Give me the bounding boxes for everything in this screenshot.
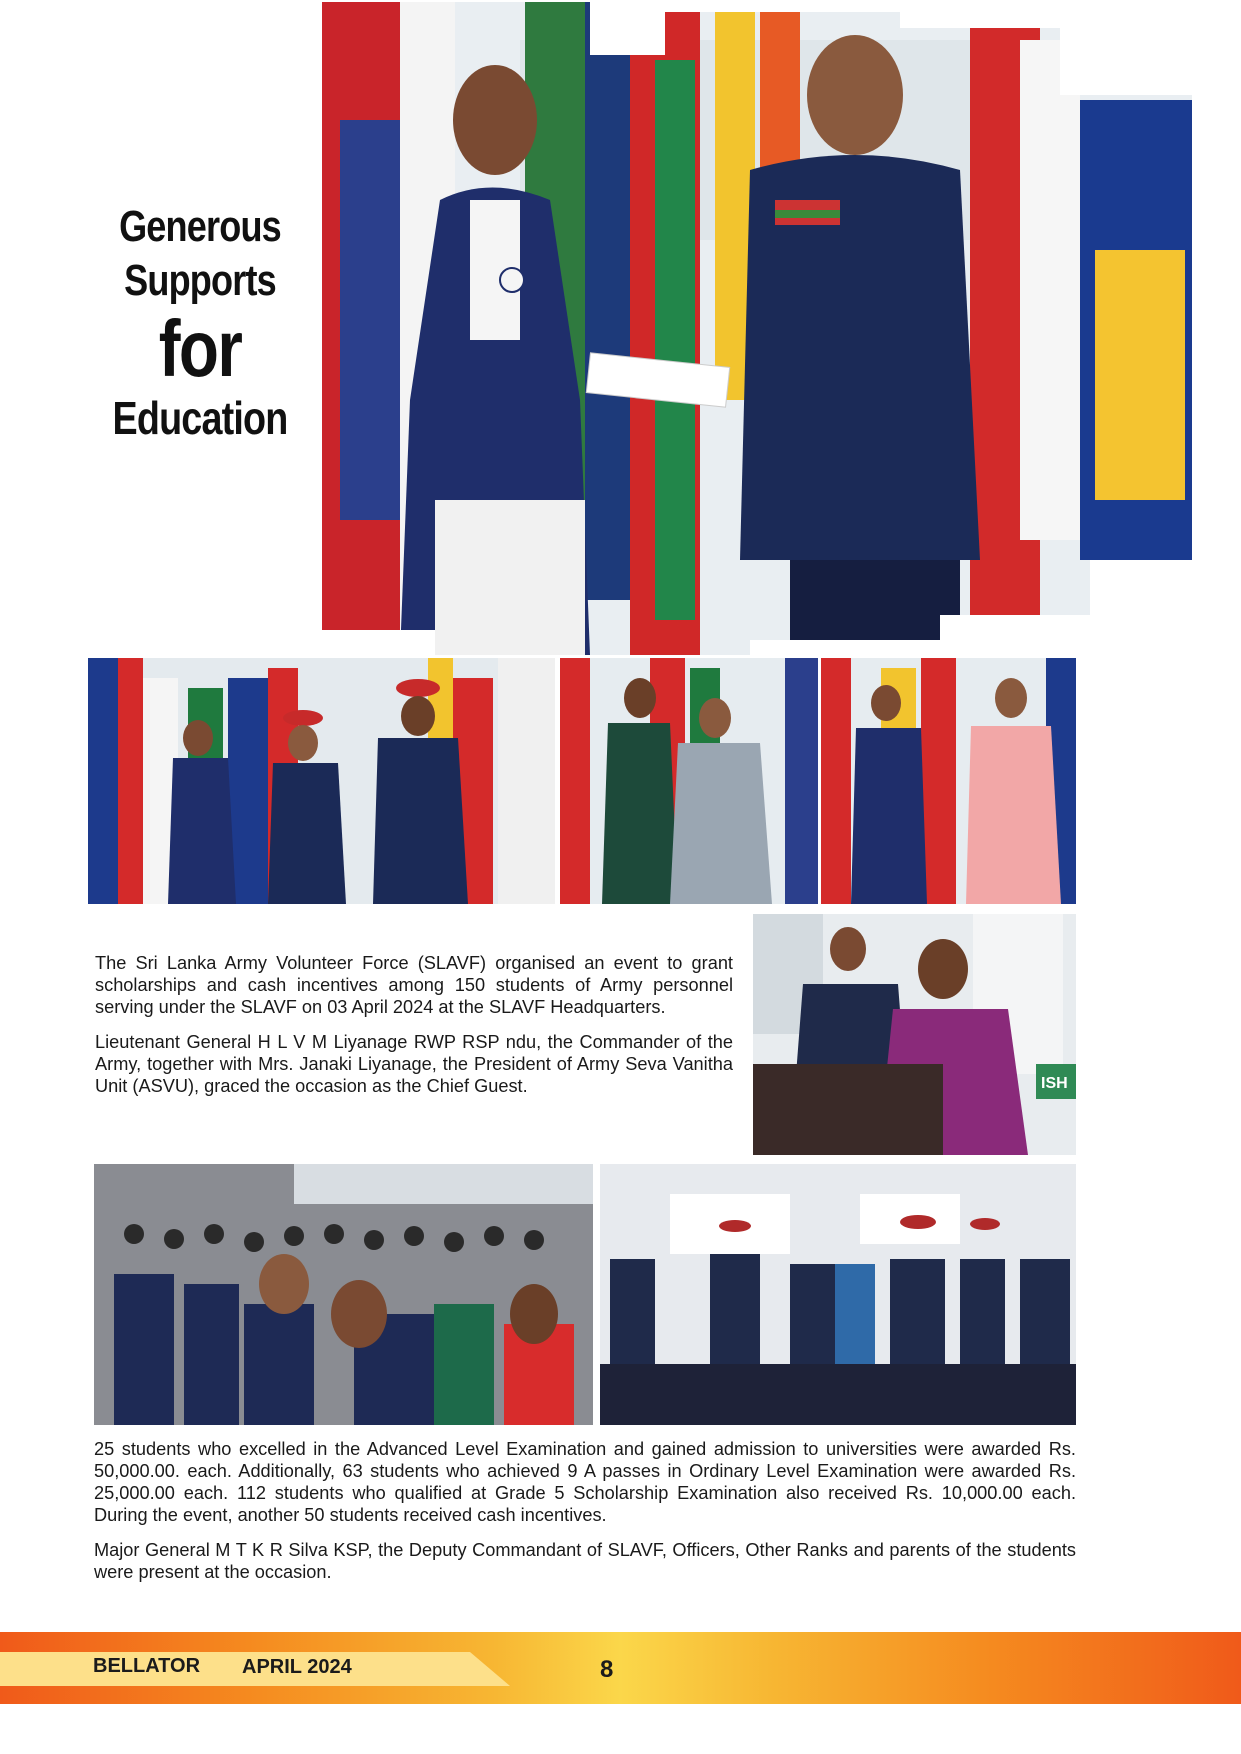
ceremony-photo-3-illustration — [821, 658, 1076, 904]
footer-brand: BELLATOR — [93, 1655, 201, 1677]
headline-line-2: Supports — [124, 256, 276, 305]
headline-line-3: for — [158, 304, 242, 393]
headline — [60, 202, 340, 444]
article-paragraph-3: 25 students who excelled in the Advanced Level Examination and gained admission to universities were awarded Rs. 50,000.00. each. Additionally, 63 students who achieved 9 A passes in Ordinary Level Examination were awarded Rs. 25,000.00 each. 112 students who qualified at Grade 5 Scholarship Examination also received Rs. 10,000.00 each. During the event, another 50 students received cash incentives. — [94, 1439, 1076, 1525]
article-paragraph-4: Major General M T K R Silva KSP, the Deputy Commandant of SLAVF, Officers, Other Ranks and parents of the students were present at the occasion. — [94, 1540, 1076, 1582]
article-paragraph-1: The Sri Lanka Army Volunteer Force (SLAVF) organised an event to grant scholarships and cash incentives among 150 students of Army personnel serving under the SLAVF on 03 April 2024 at the SLAVF Headquarters. — [95, 953, 733, 1017]
headline-line-1: Generous — [119, 202, 281, 251]
officers-photo-illustration — [600, 1164, 1076, 1425]
podium-sign-text: ISH — [1041, 1075, 1068, 1092]
ceremony-photo-2-illustration — [560, 658, 818, 904]
article-paragraph-2: Lieutenant General H L V M Liyanage RWP RSP ndu, the Commander of the Army, together with Mrs. Janaki Liyanage, the President of Army Seva Vanitha Unit (ASVU), graced the occasion as the Chief Guest. — [95, 1032, 733, 1096]
hero-photo-illustration — [320, 0, 1192, 655]
article-intro — [95, 952, 733, 1110]
ceremony-photo-1-illustration — [88, 658, 555, 904]
footer-issue-date: APRIL 2024 — [242, 1656, 352, 1678]
ceremony-photo-1 — [88, 658, 555, 904]
headline-line-4: Education — [112, 392, 288, 444]
ceremony-photo-3 — [821, 658, 1076, 904]
officers-photo — [600, 1164, 1076, 1425]
audience-photo — [94, 1164, 593, 1425]
audience-photo-illustration — [94, 1164, 593, 1425]
page-number: 8 — [600, 1656, 614, 1683]
ceremony-photo-2 — [560, 658, 818, 904]
article-details — [94, 1438, 1076, 1596]
speech-photo — [753, 914, 1076, 1155]
hero-photo — [320, 0, 1192, 655]
speech-photo-illustration — [753, 914, 1076, 1155]
